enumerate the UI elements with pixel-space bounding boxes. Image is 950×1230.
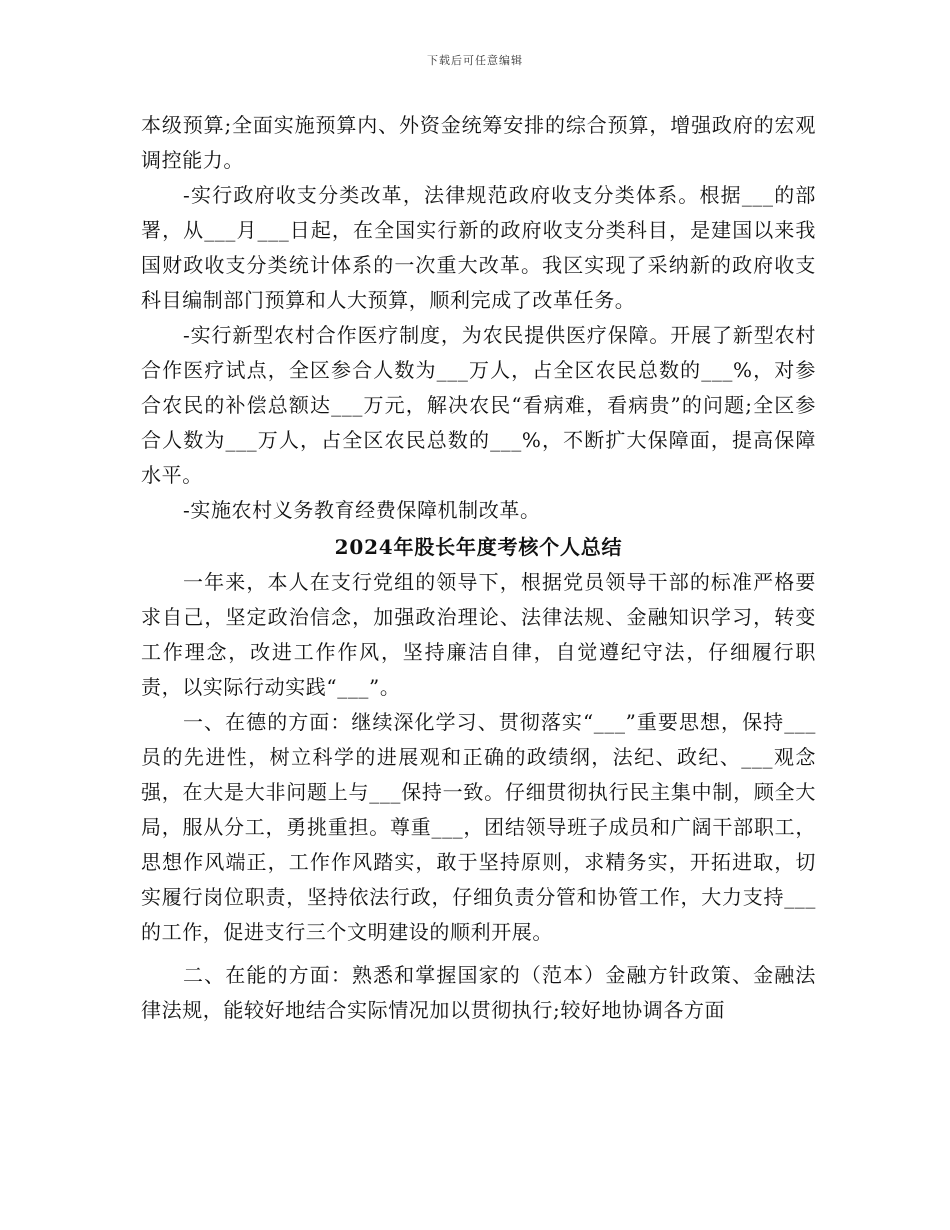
document-body <box>141 108 816 1028</box>
paragraph-intro: 一年来，本人在支行党组的领导下，根据党员领导干部的标准严格要求自己，坚定政治信念，加强政治理论、法律法规、金融知识学习，转变工作理念，改进工作作风，坚持廉洁自律，自觉遵纪守法，仔细履行职责，以实际行动实践“___”。 <box>141 570 816 699</box>
paragraph-budget: 本级预算;全面实施预算内、外资金统筹安排的综合预算，增强政府的宏观调控能力。 <box>141 113 816 172</box>
page-header-note: 下载后可任意编辑 <box>427 54 523 67</box>
section-title: 2024年股长年度考核个人总结 <box>334 535 623 559</box>
paragraph-revenue-reform: -实行政府收支分类改革，法律规范政府收支分类体系。根据___的部署，从___月___日起，在全国实行新的政府收支分类科目，是建国以来我国财政收支分类统计体系的一次重大改革。我区实现了采纳新的政府收支科目编制部门预算和人大预算，顺利完成了改革任务。 <box>141 183 816 312</box>
paragraph-ability: 二、在能的方面：熟悉和掌握国家的（范本）金融方针政策、金融法律法规，能较好地结合实际情况加以贯彻执行;较好地协调各方面 <box>141 963 816 1022</box>
paragraph-rural-medical: -实行新型农村合作医疗制度，为农民提供医疗保障。开展了新型农村合作医疗试点，全区参合人数为___万人，占全区农民总数的___%，对参合农民的补偿总额达___万元，解决农民“看病难，看病贵”的问题;全区参合人数为___万人，占全区农民总数的___%，不断扩大保障面，提高保障水平。 <box>141 323 816 487</box>
paragraph-rural-education: -实施农村义务教育经费保障机制改革。 <box>183 498 541 522</box>
paragraph-morality: 一、在德的方面：继续深化学习、贯彻落实“___”重要思想，保持___员的先进性，树立科学的进展观和正确的政绩纲，法纪、政纪、___观念强，在大是大非问题上与___保持一致。仔细贯彻执行民主集中制，顾全大局，服从分工，勇挑重担。尊重___，团结领导班子成员和广阔干部职工，思想作风端正，工作作风踏实，敢于坚持原则，求精务实，开拓进取，切实履行岗位职责，坚持依法行政，仔细负责分管和协管工作，大力支持___的工作，促进支行三个文明建设的顺利开展。 <box>141 710 816 944</box>
